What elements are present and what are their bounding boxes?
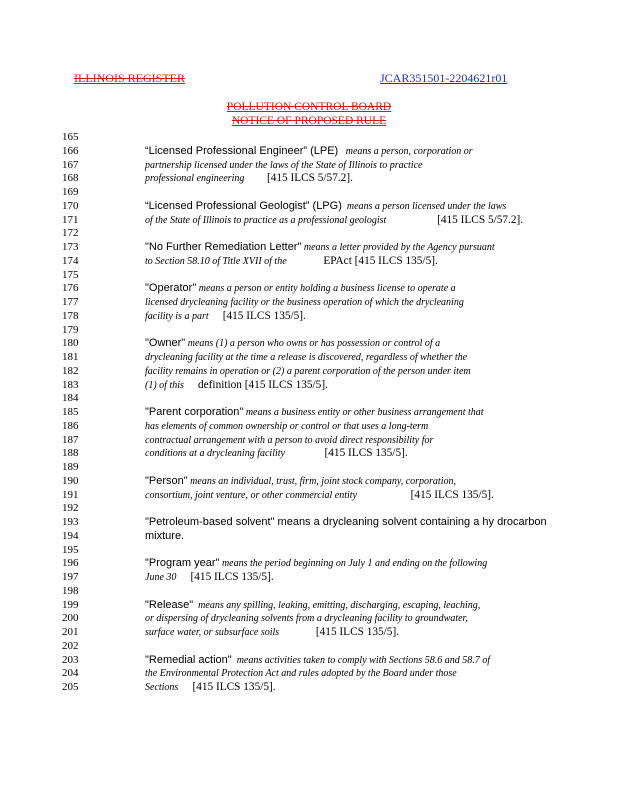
term: "No Further Remediation Letter" xyxy=(145,241,302,253)
line-number: 194 xyxy=(62,529,79,542)
italic-text: means a person licensed under the laws xyxy=(341,200,507,212)
line-number: 177 xyxy=(62,296,79,308)
board-title: POLLUTION CONTROL BOARD xyxy=(226,101,392,113)
italic-text: means an individual, trust, firm, joint stock company, corporation, xyxy=(187,475,456,487)
definition-line xyxy=(145,350,467,365)
line-number: 171 xyxy=(62,213,79,226)
term: "Program year" xyxy=(145,557,220,570)
italic-text: professional engineering xyxy=(145,173,245,185)
line-number: 200 xyxy=(62,612,79,625)
italic-text: facility is a part xyxy=(145,310,209,322)
line-number: 197 xyxy=(62,571,79,583)
definition-line xyxy=(145,433,433,448)
italic-text: means a person, corporation or xyxy=(338,145,473,157)
italic-text: contractual arrangement with a person to avoid direct responsibility for xyxy=(145,434,434,446)
jcar-reference-link[interactable]: JCAR351501-2204621r01 xyxy=(380,71,508,85)
italic-text: consortium, joint venture, or other commercial entity xyxy=(145,489,357,501)
definition-line xyxy=(145,515,547,529)
definition-line xyxy=(145,378,328,393)
line-number: 167 xyxy=(62,158,79,171)
line-number: 190 xyxy=(62,474,79,487)
line-number: 191 xyxy=(62,488,79,501)
definition-line xyxy=(145,240,495,255)
line-number: 169 xyxy=(62,186,79,198)
definition-line xyxy=(145,680,276,695)
citation: [415 ILCS 135/5]. xyxy=(284,447,408,460)
term: "Remedial action" xyxy=(145,653,232,666)
line-number: 172 xyxy=(62,227,79,240)
line-number: 205 xyxy=(62,681,79,693)
line-number: 176 xyxy=(62,282,79,295)
citation: definition [415 ILCS 135/5]. xyxy=(183,378,328,391)
italic-text: means (1) a person who owns or has possession or control of a xyxy=(185,338,441,350)
italic-text: of the State of Illinois to practice as a professional geologist xyxy=(145,214,387,226)
line-number: 192 xyxy=(62,502,79,515)
line-number: 166 xyxy=(62,144,79,157)
line-number: 182 xyxy=(62,364,79,377)
definition-line xyxy=(145,199,506,214)
line-number: 183 xyxy=(62,378,79,391)
definition-line xyxy=(145,556,487,571)
line-number: 202 xyxy=(62,639,79,652)
term: "Release" xyxy=(145,598,194,611)
italic-text: conditions at a drycleaning facility xyxy=(145,448,285,460)
line-number: 168 xyxy=(62,172,79,185)
definition-line xyxy=(145,474,456,489)
definition-line xyxy=(145,213,523,228)
line-number: 175 xyxy=(62,268,79,281)
italic-text: means a business entity or other business arrangement that xyxy=(243,407,484,418)
definition-line xyxy=(145,666,457,681)
italic-text: surface water, or subsurface soils xyxy=(145,627,280,638)
citation: [415 ILCS 135/5]. xyxy=(357,488,494,501)
citation: [415 ILCS 5/57.2]. xyxy=(386,213,524,226)
definition-line xyxy=(145,653,490,668)
line-number: 195 xyxy=(62,543,79,556)
italic-text: the Environmental Protection Act and rules adopted by the Board under those xyxy=(145,668,457,680)
definition-line xyxy=(145,254,438,269)
term: "Owner" xyxy=(145,337,186,350)
line-number: 203 xyxy=(62,653,79,666)
definition-line xyxy=(145,336,440,351)
line-number: 179 xyxy=(62,323,79,336)
line-number: 198 xyxy=(62,584,79,597)
definition-line xyxy=(145,611,468,626)
definition-line xyxy=(145,529,184,543)
definition-line xyxy=(145,158,422,173)
notice-title: NOTICE OF PROPOSED RULE xyxy=(231,115,387,127)
italic-text: means the period beginning on July 1 and ending on the following xyxy=(219,558,488,570)
line-number: 180 xyxy=(62,337,79,350)
italic-text: partnership licensed under the laws of the State of Illinois to practice xyxy=(145,159,423,171)
line-number: 165 xyxy=(62,131,79,143)
definition-line xyxy=(145,171,353,186)
italic-text: means a letter provided by the Agency pursuant xyxy=(301,242,495,253)
definition-line xyxy=(145,281,456,296)
italic-text: Sections xyxy=(145,682,179,693)
term: "Person" xyxy=(145,474,188,487)
definition-line xyxy=(145,570,274,585)
line-number: 181 xyxy=(62,351,79,363)
definition-line xyxy=(145,144,473,159)
term: “Licensed Professional Engineer” (LPE) xyxy=(145,144,339,157)
italic-text: or dispersing of drycleaning solvents from a drycleaning facility to groundwater, xyxy=(145,613,468,625)
definition-line xyxy=(145,598,480,613)
term: "Petroleum-based solvent" means a drycleaning solvent containing a hy drocarbon xyxy=(145,516,547,528)
citation: [415 ILCS 5/57.2]. xyxy=(244,172,353,185)
definition-line xyxy=(145,364,471,379)
definition-line xyxy=(145,405,484,420)
citation: [415 ILCS 135/5]. xyxy=(279,626,400,638)
term: "Parent corporation" xyxy=(145,406,244,418)
italic-text: June 30 xyxy=(145,572,177,583)
line-number: 184 xyxy=(62,392,79,405)
italic-text: means any spilling, leaking, emitting, discharging, escaping, leaching, xyxy=(193,599,481,611)
line-number: 199 xyxy=(62,598,79,611)
register-header: ILLINOIS REGISTER xyxy=(74,71,185,85)
definition-line xyxy=(145,625,399,640)
citation: EPAct [415 ILCS 135/5]. xyxy=(286,254,438,267)
italic-text: to Section 58.10 of Title XVII of the xyxy=(145,255,287,267)
line-number: 174 xyxy=(62,254,79,267)
line-number: 204 xyxy=(62,667,79,680)
line-number: 178 xyxy=(62,309,79,322)
italic-text: means activities taken to comply with Sections 58.6 and 58.7 of xyxy=(231,654,490,666)
italic-text: licensed drycleaning facility or the business operation of which the drycleaning xyxy=(145,297,464,308)
line-number: 173 xyxy=(62,241,79,253)
term: mixture. xyxy=(145,529,185,542)
italic-text: (1) of this xyxy=(145,379,184,391)
citation: [415 ILCS 135/5]. xyxy=(208,309,306,322)
line-number: 185 xyxy=(62,406,79,418)
line-number: 201 xyxy=(62,626,79,638)
line-number: 193 xyxy=(62,516,79,528)
italic-text: means a person or entity holding a business license to operate a xyxy=(196,283,456,295)
definition-line xyxy=(145,295,464,310)
italic-text: facility remains in operation or (2) a parent corporation of the person under item xyxy=(145,365,471,377)
term: "Operator" xyxy=(145,282,197,295)
italic-text: has elements of common ownership or control or that uses a long-term xyxy=(145,420,429,432)
term: “Licensed Professional Geologist” (LPG) xyxy=(145,199,342,212)
citation: [415 ILCS 135/5]. xyxy=(176,571,274,583)
line-number: 186 xyxy=(62,419,79,432)
line-number: 189 xyxy=(62,461,79,473)
line-number: 188 xyxy=(62,447,79,460)
citation: [415 ILCS 135/5]. xyxy=(178,681,276,693)
definition-line xyxy=(145,419,428,434)
definition-line xyxy=(145,488,494,503)
line-number: 196 xyxy=(62,557,79,570)
line-number: 170 xyxy=(62,199,79,212)
italic-text: drycleaning facility at the time a release is discovered, regardless of whether the xyxy=(145,352,468,363)
definition-line xyxy=(145,309,306,324)
definition-line xyxy=(145,446,408,461)
line-number: 187 xyxy=(62,433,79,446)
